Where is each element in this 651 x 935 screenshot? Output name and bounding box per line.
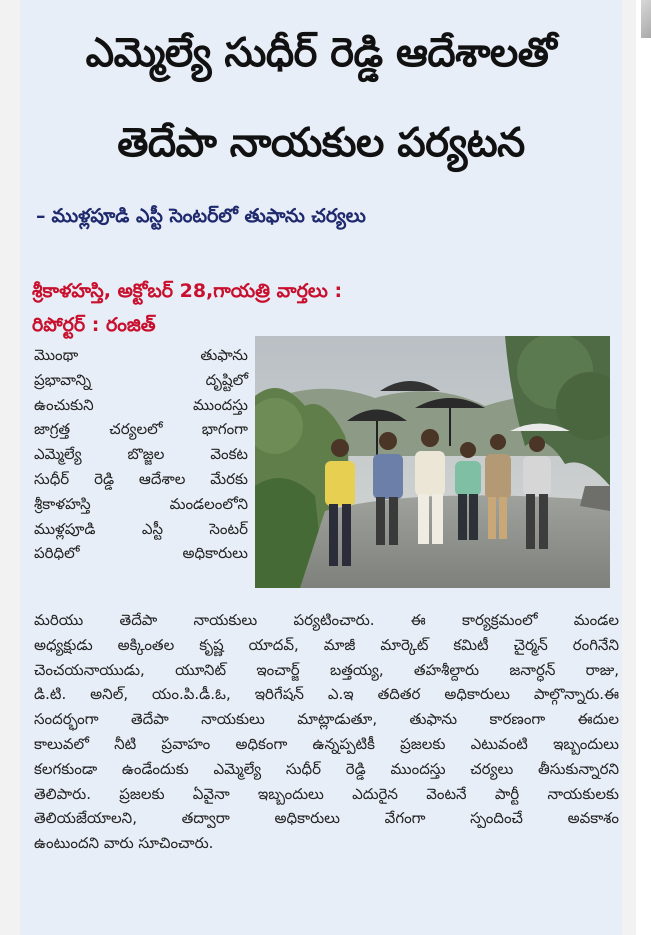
article-photo <box>255 336 610 588</box>
body-full-line: డి.టి. అనిల్, యం.పి.డీ.ఓ, ఇరిగేషన్ ఎ.ఇ తదితర అధికారులు పాల్గొన్నారు.ఈ <box>34 685 619 704</box>
page-edge <box>636 0 651 935</box>
body-text-left-column <box>34 343 248 566</box>
body-full-line: తెలియజేయాలని, తద్వారా అధికారులు వేగంగా స్పందించే అవకాశం <box>34 809 619 828</box>
group-with-umbrellas-photo <box>255 336 610 588</box>
body-full-line: మరియు తెదేపా నాయకులు పర్యటించారు. ఈ కార్యక్రమంలో మండల <box>34 611 619 629</box>
subheading-text: ముళ్లపూడి ఎస్టీ సెంటర్‌లో తుఫాను చర్యలు <box>51 205 366 227</box>
body-left-line: ప్రభావాన్ని దృష్టిలో <box>34 370 248 389</box>
body-full-line: ఉంటుందని వారు సూచించారు. <box>34 834 214 853</box>
subheading-dash: – <box>36 205 46 227</box>
body-left-line: ముళ్లపూడి ఎస్టీ సెంటర్ <box>34 519 248 538</box>
headline-line-1: ఎమ్మెల్యే సుధీర్ రెడ్డి ఆదేశాలతో <box>85 30 557 76</box>
dateline <box>32 274 612 342</box>
body-left-line: ఉంచుకుని ముందస్తు <box>34 395 248 414</box>
body-text-full-width <box>34 608 619 856</box>
body-full-line: చెంచయనాయుడు, యూనిట్ ఇంచార్జ్ బత్తయ్య, తహశీల్దారు జనార్ధన్ రాజు, <box>34 660 619 679</box>
body-left-line: శ్రీకాళహస్తి మండలంలోని <box>34 494 248 513</box>
article-card <box>20 0 622 935</box>
body-full-line: కలగకుండా ఉండేందుకు ఎమ్మెల్యే సుధీర్ రెడ్డి ముందస్తు చర్యలు తీసుకున్నారని <box>34 759 619 778</box>
body-full-line: సందర్భంగా తెదేపా నాయకులు మాట్లాడుతూ, తుఫాను కారణంగా ఈదుల <box>34 710 619 729</box>
body-left-line: జాగ్రత్త చర్యలలో భాగంగా <box>34 420 248 439</box>
body-full-line: అధ్యక్షుడు అక్కింతల కృష్ణ యాదవ్, మాజీ మార్కెట్ కమిటీ చైర్మన్ రంగినేని <box>34 635 619 654</box>
subheading <box>36 205 366 232</box>
body-left-line: ఎమ్మెల్యే బొజ్జల వెంకట <box>34 445 248 464</box>
body-full-line: కాలువలో నీటి ప్రవాహం అధికంగా ఉన్నప్పటికీ ప్రజలకు ఎటువంటి ఇబ్బందులు <box>34 734 619 753</box>
body-full-line: తెలిపారు. ప్రజలకు ఏవైనా ఇబ్బందులు ఎదురైన వెంటనే పార్టీ నాయకులకు <box>34 784 619 803</box>
body-left-line: సుధీర్ రెడ్డి ఆదేశాల మేరకు <box>34 469 248 488</box>
dateline-line-1: శ్రీకాళహస్తి, అక్టోబర్ 28,గాయత్రి వార్తలు : <box>32 280 343 302</box>
headline-line-2: తెదేపా నాయకుల పర్యటన <box>117 120 525 166</box>
page-corner <box>641 0 651 38</box>
reporter-line: రిపోర్టర్ : రంజిత్ <box>32 314 156 336</box>
body-left-line: మొంథా తుఫాను <box>34 346 248 364</box>
body-left-line: పరిధిలో అధికారులు <box>34 544 248 563</box>
